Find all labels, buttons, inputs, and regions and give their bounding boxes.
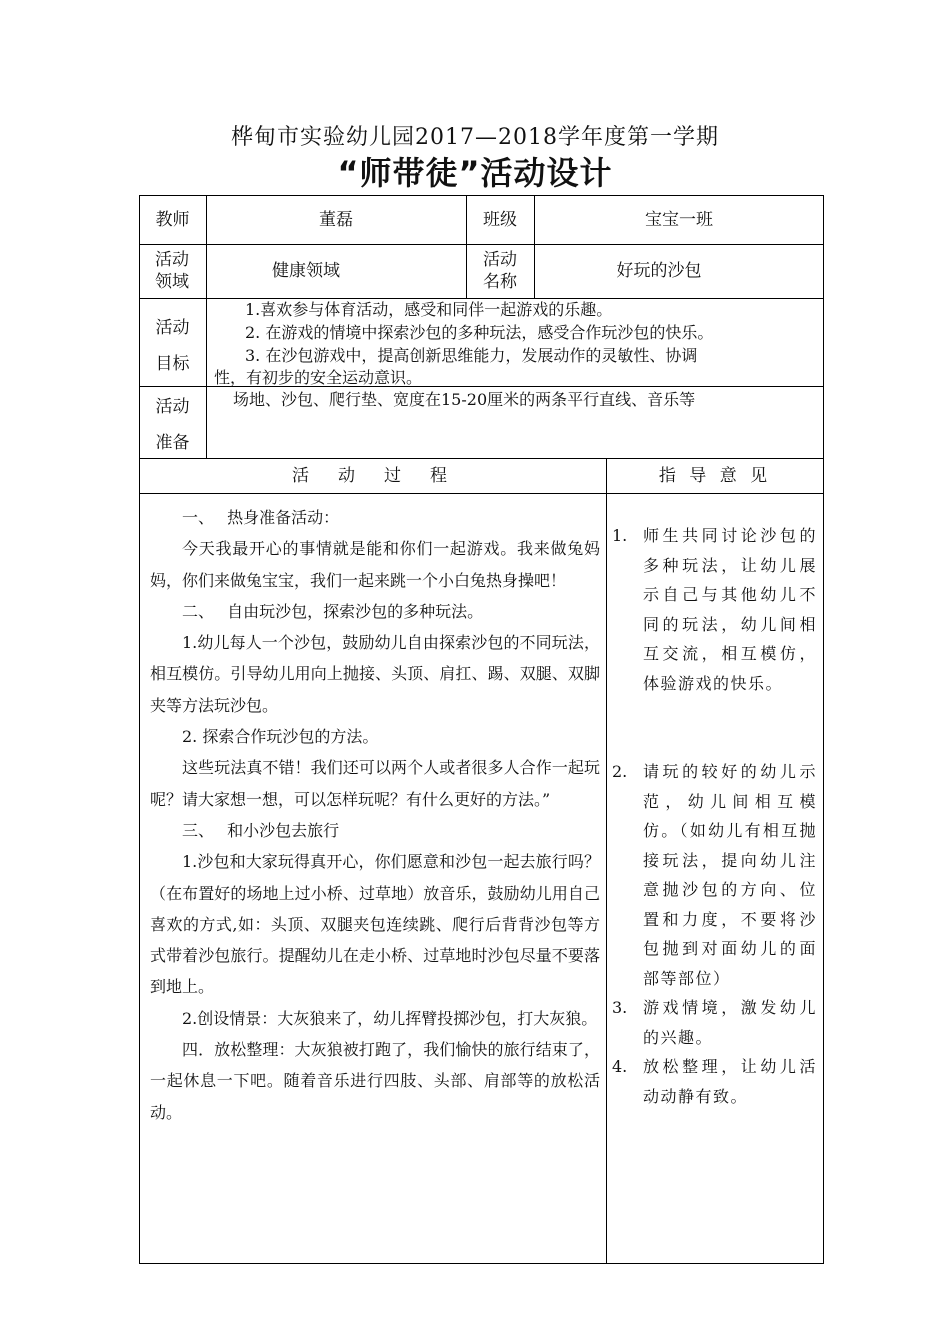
prep-label-2: 准备 bbox=[155, 433, 190, 453]
goal-line-4: 性，有初步的安全运动意识。 bbox=[214, 368, 423, 387]
guidance-item-text: 游戏情境，激发幼儿的兴趣。 bbox=[643, 998, 817, 1047]
activity-name-label: 活动名称 bbox=[483, 250, 517, 292]
guidance-header: 指 导 意 见 bbox=[658, 465, 772, 486]
process-paragraph: 二、 自由玩沙包，探索沙包的多种玩法。 bbox=[182, 601, 484, 621]
guidance-item bbox=[612, 1052, 817, 1111]
guidance-item bbox=[612, 993, 817, 1052]
domain-label: 活动领域 bbox=[155, 250, 189, 292]
process-paragraph: 2. 探索合作玩沙包的方法。 bbox=[182, 727, 379, 747]
goal-label-1: 活动 bbox=[155, 318, 190, 338]
process-paragraph: 2.创设情景：大灰狼来了，幼儿挥臂投掷沙包，打大灰狼。 bbox=[182, 1008, 598, 1028]
page-title-line1: 桦甸市实验幼儿园2017—2018学年度第一学期 bbox=[231, 125, 719, 150]
teacher-value: 董磊 bbox=[319, 209, 353, 230]
teacher-label: 教师 bbox=[155, 209, 190, 230]
guidance-item bbox=[612, 521, 817, 698]
guidance-item-number: 4. bbox=[612, 1057, 628, 1076]
process-paragraph: 1.幼儿每人一个沙包，鼓励幼儿自由探索沙包的不同玩法，相互模仿。引导幼儿用向上抛接、头顶、肩扛、踢、双腿、双脚夹等方法玩沙包。 bbox=[150, 633, 600, 715]
class-label: 班级 bbox=[483, 209, 517, 230]
goal-line-2: 2. 在游戏的情境中探索沙包的多种玩法，感受合作玩沙包的快乐。 bbox=[245, 323, 714, 342]
process-header: 活 动 过 程 bbox=[292, 465, 453, 486]
process-paragraph: 今天我最开心的事情就是能和你们一起游戏。我来做兔妈妈，你们来做兔宝宝，我们一起来跳一个小白兔热身操吧！ bbox=[150, 539, 600, 590]
process-paragraph: 这些玩法真不错！我们还可以两个人或者很多人合作一起玩呢？请大家想一想，可以怎样玩呢？有什么更好的方法。” bbox=[150, 758, 600, 809]
prep-label-1: 活动 bbox=[155, 397, 190, 417]
guidance-item-number: 1. bbox=[612, 526, 628, 545]
activity-name-value: 好玩的沙包 bbox=[616, 261, 702, 281]
process-paragraph: 三、 和小沙包去旅行 bbox=[182, 820, 340, 840]
process-paragraph: 1.沙包和大家玩得真开心，你们愿意和沙包一起去旅行吗？（在布置好的场地上过小桥、过草地）放音乐，鼓励幼儿用自己喜欢的方式,如：头顶、双腿夹包连续跳、爬行后背背沙包等方式带着沙包旅行。提醒幼儿在走小桥、过草地时沙包尽量不要落到地上。 bbox=[150, 852, 600, 997]
guidance-item-text: 放松整理，让幼儿活动动静有致。 bbox=[643, 1057, 817, 1106]
guidance-item-text: 请玩的较好的幼儿示范，幼儿间相互模仿。（如幼儿有相互抛接玩法，提向幼儿注意抛沙包的方向、位置和力度，不要将沙包抛到对面幼儿的面部等部位） bbox=[643, 762, 817, 988]
guidance-item-number: 2. bbox=[612, 762, 628, 781]
guidance-item-text: 师生共同讨论沙包的多种玩法，让幼儿展示自己与其他幼儿不同的玩法，幼儿间相互交流，相互模仿，体验游戏的快乐。 bbox=[643, 526, 817, 693]
goal-label-2: 目标 bbox=[155, 354, 190, 374]
page-title-line2: “师带徒”活动设计 bbox=[337, 154, 613, 192]
prep-value: 场地、沙包、爬行垫、宽度在15-20厘米的两条平行直线、音乐等 bbox=[233, 390, 696, 409]
guidance-item bbox=[612, 757, 817, 993]
row-divider bbox=[139, 493, 824, 494]
class-value: 宝宝一班 bbox=[645, 209, 713, 230]
goal-line-3: 3. 在沙包游戏中，提高创新思维能力，发展动作的灵敏性、协调 bbox=[245, 346, 698, 365]
row-divider bbox=[139, 298, 824, 299]
process-paragraph: 一、 热身准备活动： bbox=[182, 508, 340, 527]
process-content bbox=[150, 502, 600, 1128]
goal-line-1: 1.喜欢参与体育活动，感受和同伴一起游戏的乐趣。 bbox=[245, 300, 613, 319]
guidance-content bbox=[612, 521, 817, 1111]
col-divider bbox=[606, 458, 607, 1264]
guidance-item-number: 3. bbox=[612, 998, 628, 1017]
domain-value: 健康领域 bbox=[272, 261, 340, 281]
process-paragraph: 四．放松整理：大灰狼被打跑了，我们愉快的旅行结束了，一起休息一下吧。随着音乐进行四肢、头部、肩部等的放松活动。 bbox=[150, 1040, 600, 1122]
